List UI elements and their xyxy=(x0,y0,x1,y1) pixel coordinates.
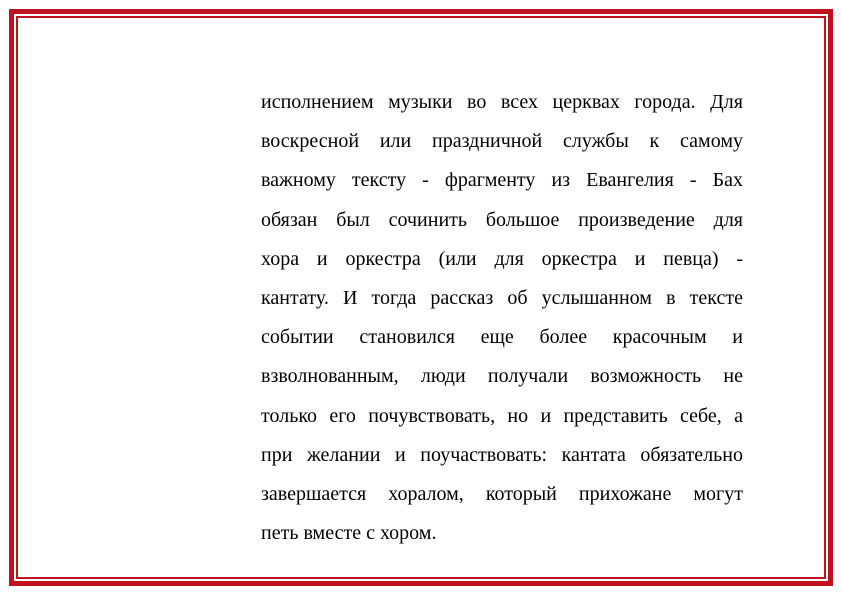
paragraph-line-9: только его почувствовать, но и представить себе, а xyxy=(261,404,743,427)
paragraph-line-3: важному тексту - фрагменту из Евангелия - Бах xyxy=(261,169,743,192)
paragraph-line-4: обязан был сочинить большое произведение для xyxy=(261,208,743,231)
paragraph-line-2: воскресной или праздничной службы к самому xyxy=(261,130,743,153)
paragraph-line-7: событии становился еще более красочным и xyxy=(261,326,743,349)
paragraph-line-5: хора и оркестра (или для оркестра и певца) - xyxy=(261,247,743,270)
paragraph-line-1: исполнением музыки во всех церквах города. Для xyxy=(261,91,743,113)
body-paragraph xyxy=(261,88,743,558)
paragraph-line-12: петь вместе с хором. xyxy=(261,522,437,545)
paragraph-line-8: взволнованным, люди получали возможность не xyxy=(261,365,743,388)
paragraph-line-6: кантату. И тогда рассказ об услышанном в тексте xyxy=(261,286,743,309)
paragraph-line-10: при желании и поучаствовать: кантата обязательно xyxy=(261,443,743,466)
paragraph-line-11: завершается хоралом, который прихожане могут xyxy=(261,482,743,505)
